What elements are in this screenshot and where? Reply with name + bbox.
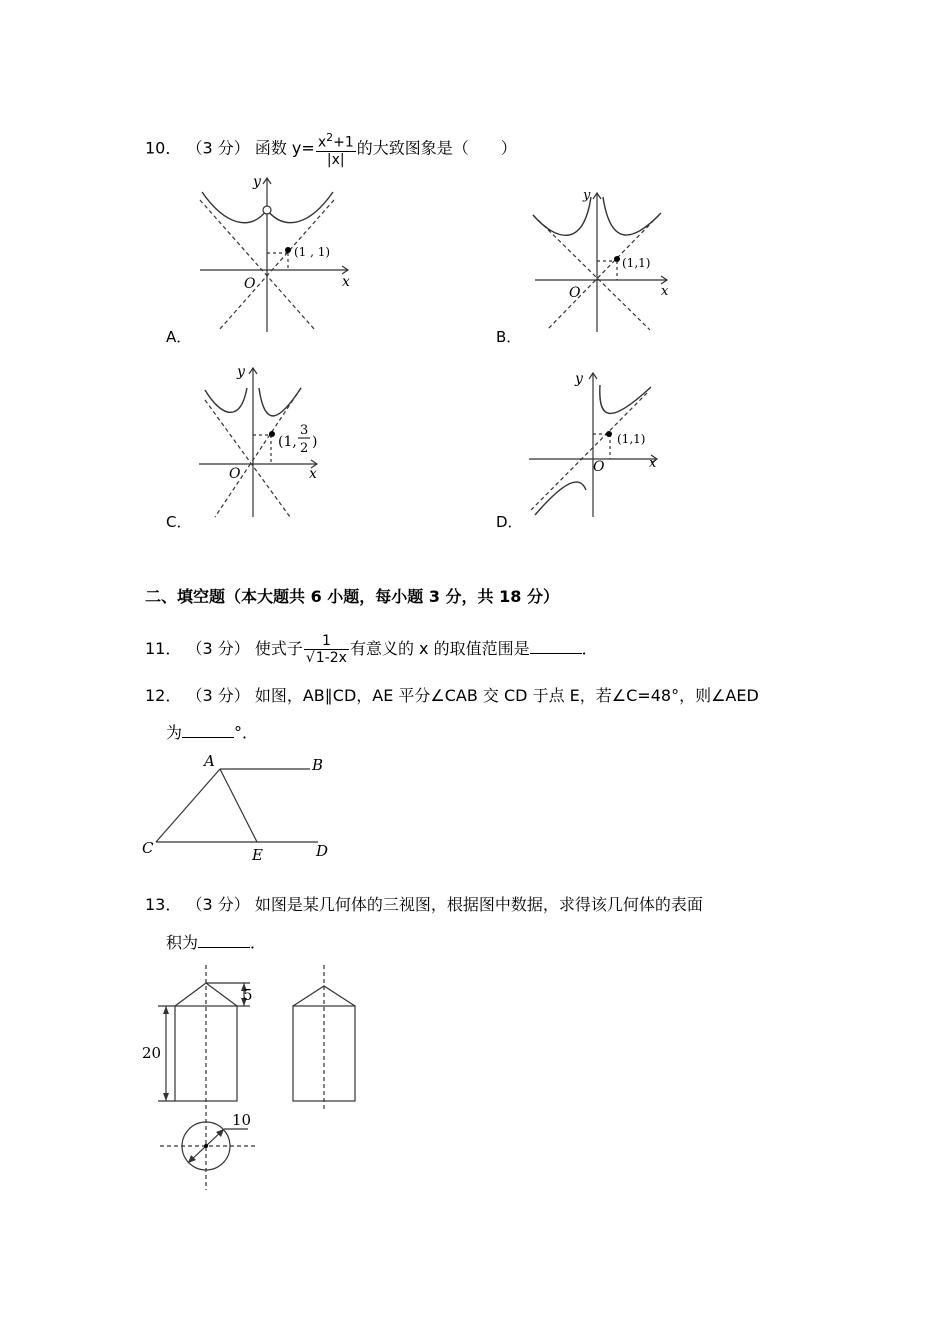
graph-c-y-label: y xyxy=(237,364,245,380)
dimension-label-20: 20 xyxy=(142,1044,162,1062)
segment-ae xyxy=(220,769,257,842)
q12-number: 12． xyxy=(145,686,182,705)
q11-text-before: 使式子 xyxy=(254,639,303,658)
graph-c-frac-den: 2 xyxy=(300,441,309,456)
graph-a-point-label: (1 , 1) xyxy=(294,245,331,259)
dimension-label-10: 10 xyxy=(232,1111,252,1129)
q10-text-after: 的大致图象是（ ） xyxy=(356,138,517,158)
option-a-label: A． xyxy=(166,328,192,346)
q10-frac-den: |x| xyxy=(326,151,345,168)
q11-fraction: $\frac{1}{√1-2x}$ xyxy=(305,633,347,666)
q13-number: 13． xyxy=(145,895,182,914)
graph-a-x-label: x xyxy=(342,274,350,290)
graph-c xyxy=(195,360,330,520)
section-2-heading: 二、填空题（本大题共 6 小题，每小题 3 分，共 18 分） xyxy=(145,587,559,606)
q10-text-before: 函数 y= xyxy=(254,138,315,158)
q13-text2-after: ． xyxy=(250,933,267,952)
point-b-label: B xyxy=(312,756,324,774)
q11-frac-den: 1-2x xyxy=(315,650,347,666)
graph-b-origin: O xyxy=(569,285,581,301)
option-b-label: B． xyxy=(496,328,522,346)
q13-three-view-figure xyxy=(140,960,370,1195)
graph-d-x-label: x xyxy=(649,456,657,471)
graph-b xyxy=(525,185,675,335)
q12-score: （3 分） xyxy=(186,686,250,705)
q13-score: （3 分） xyxy=(186,895,250,914)
point-a-label: A xyxy=(204,752,215,770)
point-d-label: D xyxy=(316,842,329,860)
q13-text: 如图是某几何体的三视图，根据图中数据，求得该几何体的表面 xyxy=(254,895,703,914)
option-d-label: D． xyxy=(496,513,523,531)
graph-c-point-prefix: (1, xyxy=(278,434,297,450)
q13-answer-blank[interactable] xyxy=(198,933,250,948)
q12-figure xyxy=(140,752,340,867)
q12-stem xyxy=(145,685,759,707)
graph-d-origin: O xyxy=(593,459,605,475)
q13-text2-before: 积为 xyxy=(166,933,199,952)
q12-text2-after: °． xyxy=(234,723,259,742)
graph-a xyxy=(190,170,360,335)
option-c-label: C． xyxy=(166,513,192,531)
q11-frac-num: 1 xyxy=(304,633,349,650)
q12-text: 如图，AB∥CD，AE 平分∠CAB 交 CD 于点 E，若∠C=48°，则∠AED xyxy=(254,686,759,705)
q11-stem xyxy=(145,633,598,666)
q13-stem-line2 xyxy=(166,932,266,954)
graph-d xyxy=(525,365,665,520)
curve-left xyxy=(202,192,267,223)
q11-end: ． xyxy=(581,639,598,658)
q10-stem xyxy=(145,130,517,168)
point-c-label: C xyxy=(142,839,154,857)
q12-stem-line2 xyxy=(166,722,258,744)
curve-right xyxy=(267,192,333,223)
point-e-label: E xyxy=(252,846,263,864)
graph-c-origin: O xyxy=(229,466,241,482)
graph-d-point-label: (1,1) xyxy=(617,432,646,446)
graph-b-y-label: y xyxy=(583,188,591,203)
q10-fraction xyxy=(316,130,356,168)
graph-c-x-label: x xyxy=(309,466,317,482)
graph-d-y-label: y xyxy=(575,371,583,387)
q11-score: （3 分） xyxy=(186,639,250,658)
q12-answer-blank[interactable] xyxy=(182,723,234,738)
q10-frac-num-base: x xyxy=(317,134,327,151)
graph-a-origin: O xyxy=(244,276,256,292)
graph-c-point-suffix: ) xyxy=(312,434,318,450)
q11-text-after: 有意义的 x 的取值范围是 xyxy=(349,639,530,658)
graph-a-y-label: y xyxy=(253,174,261,190)
graph-c-frac-num: 3 xyxy=(300,423,309,438)
q10-score: （3 分） xyxy=(186,138,250,158)
q10-frac-num-exp: 2 xyxy=(326,131,334,144)
graph-b-x-label: x xyxy=(661,284,669,299)
q11-answer-blank[interactable] xyxy=(530,639,582,654)
q13-stem xyxy=(145,894,703,916)
dimension-label-5: 5 xyxy=(243,986,253,1004)
q11-number: 11． xyxy=(145,639,182,658)
q12-text2-before: 为 xyxy=(166,723,183,742)
segment-ac xyxy=(156,769,220,842)
graph-b-point-label: (1,1) xyxy=(622,256,651,270)
q10-frac-num-rest: +1 xyxy=(333,134,354,151)
q10-number: 10． xyxy=(145,138,182,158)
